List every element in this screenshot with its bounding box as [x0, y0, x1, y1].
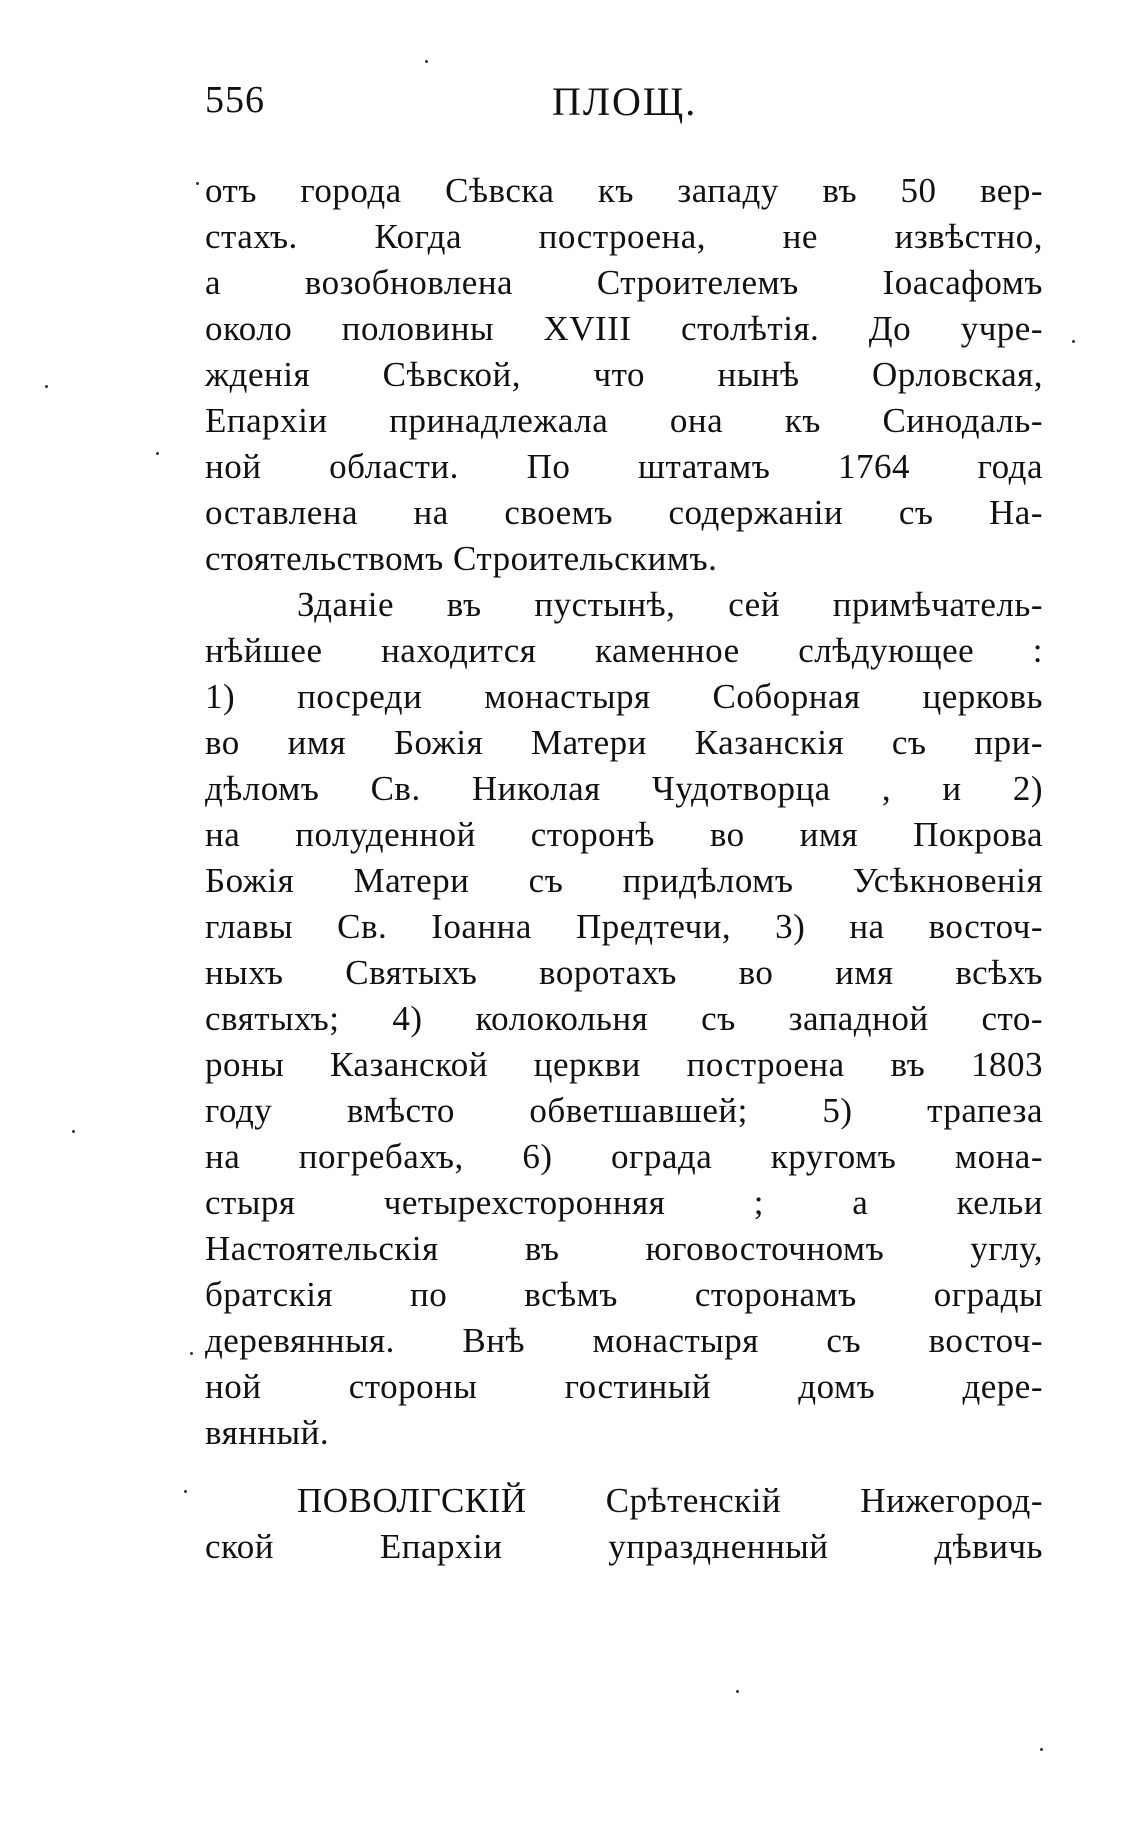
paragraph-gap — [205, 1456, 1043, 1478]
text-line: деревянныя. Внѣ монастыря съ восточ- — [205, 1321, 1043, 1360]
text-line: дѣломъ Св. Николая Чудотворца , и 2) — [205, 769, 1043, 808]
text-line: ной стороны гостиный домъ дере- — [205, 1367, 1043, 1406]
scan-speck — [184, 1490, 187, 1493]
text-line: ской Епархіи упраздненный дѣвичь — [205, 1527, 1043, 1566]
scan-speck — [425, 60, 428, 63]
text-line: отъ города Сѣвска къ западу въ 50 вер- — [205, 171, 1043, 210]
scan-speck — [196, 182, 199, 185]
text-line: ныхъ Святыхъ воротахъ во имя всѣхъ — [205, 953, 1043, 992]
text-line: оставлена на своемъ содержаніи съ На- — [205, 493, 1043, 532]
paragraph-3 — [205, 1478, 1043, 1570]
scan-speck — [190, 1352, 193, 1355]
text-line: году вмѣсто обветшавшей; 5) трапеза — [205, 1091, 1043, 1130]
text-line: стыря четырехсторонняя ; а кельи — [205, 1183, 1043, 1222]
text-line: ной области. По штатамъ 1764 года — [205, 447, 1043, 486]
text-line: нѣйшее находится каменное слѣдующее : — [205, 631, 1043, 670]
text-line: Зданіе въ пустынѣ, сей примѣчатель- — [297, 585, 1043, 624]
paragraph-1 — [205, 168, 1043, 582]
text-line: Божія Матери съ придѣломъ Усѣкновенія — [205, 861, 1043, 900]
text-line: главы Св. Іоанна Предтечи, 3) на восточ- — [205, 907, 1043, 946]
text-line: Настоятельскія въ юговосточномъ углу, — [205, 1229, 1043, 1268]
scan-speck — [72, 1130, 75, 1133]
page-header — [205, 78, 1005, 138]
text-line: братскія по всѣмъ сторонамъ ограды — [205, 1275, 1043, 1314]
scan-speck — [1040, 1748, 1043, 1751]
scan-speck — [736, 1690, 739, 1693]
scan-speck — [45, 385, 48, 388]
text-line: во имя Божія Матери Казанскія съ при- — [205, 723, 1043, 762]
text-line: стоятельствомъ Строительскимъ. — [205, 539, 718, 578]
text-line: жденія Сѣвской, что нынѣ Орловская, — [205, 355, 1043, 394]
page-number: 556 — [205, 79, 265, 121]
text-line: вянный. — [205, 1413, 330, 1452]
text-line: Епархіи принадлежала она къ Синодаль- — [205, 401, 1043, 440]
text-line: святыхъ; 4) колокольня съ западной сто- — [205, 999, 1043, 1038]
scan-speck — [1072, 340, 1075, 343]
text-line: роны Казанской церкви построена въ 1803 — [205, 1045, 1043, 1084]
running-head: ПЛОЩ. — [552, 79, 698, 124]
text-line: стахъ. Когда построена, не извѣстно, — [205, 217, 1043, 256]
text-line: на погребахъ, 6) ограда кругомъ мона- — [205, 1137, 1043, 1176]
scan-speck — [156, 452, 159, 455]
text-line: около половины XVIII столѣтія. До учре- — [205, 309, 1043, 348]
paragraph-2 — [205, 582, 1043, 1456]
text-line: 1) посреди монастыря Соборная церковь — [205, 677, 1043, 716]
text-line: а возобновлена Строителемъ Іоасафомъ — [205, 263, 1043, 302]
body-text — [205, 168, 1043, 1570]
text-line: ПОВОЛГСКІЙ Срѣтенскій Нижегород- — [297, 1481, 1043, 1520]
text-line: на полуденной сторонѣ во имя Покрова — [205, 815, 1043, 854]
